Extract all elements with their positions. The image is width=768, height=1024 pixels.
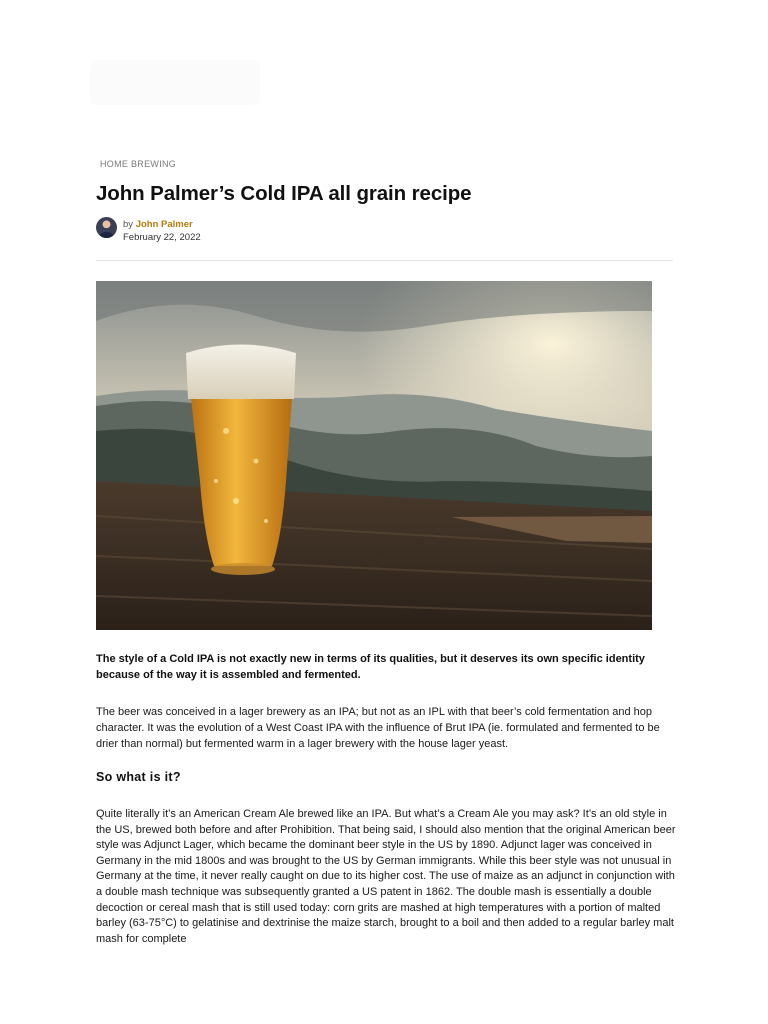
author-link[interactable]: John Palmer (135, 219, 193, 230)
site-logo[interactable] (90, 60, 260, 105)
hero-image (96, 281, 652, 630)
byline-prefix: by (123, 219, 134, 230)
publish-date: February 22, 2022 (123, 232, 201, 243)
section-heading: So what is it? (96, 770, 181, 784)
divider (96, 260, 673, 261)
author-avatar[interactable] (96, 217, 117, 238)
paragraph: The beer was conceived in a lager brewery as an IPA; but not as an IPL with that beer’s cold fermentation and hop character. It was the evolution of a West Coast IPA with the influence of Brut IPA (ie. formulated and fermented to be drier than normal) but fermented warm in a lager brewery with the house lager yeast. (96, 706, 660, 750)
paragraph: Quite literally it’s an American Cream Ale brewed like an IPA. But what’s a Cream Ale you may ask? It’s an old style in the US, brewed both before and after Prohibition. That being said, I should also mention that the original American beer style was Adjunct Lager, which became the dominant beer style in the US by 1890. Adjunct lager was conceived in Germany in the mid 1800s and was brought to the US by German immigrants. While this beer style was not unusual in Germany at the time, it never really caught on due to its higher cost. The use of maize as an adjunct in conjunction with a double mash technique was subsequently granted a US patent in 1862. The double mash is essentially a double decoction or cereal mash that is still used today: corn grits are mashed at high temperatures with a portion of malted barley (63-75°C) to gelatinise and dextrinise the maize starch, brought to a boil and then added to a regular barley malt mash for complete (96, 808, 676, 945)
article-lead: The style of a Cold IPA is not exactly new in terms of its qualities, but it deserves its own specific identity because of the way it is assembled and fermented. (96, 653, 645, 681)
category-link[interactable]: HOME BREWING (100, 159, 177, 169)
article-title: John Palmer’s Cold IPA all grain recipe (96, 182, 472, 205)
byline (123, 219, 193, 230)
